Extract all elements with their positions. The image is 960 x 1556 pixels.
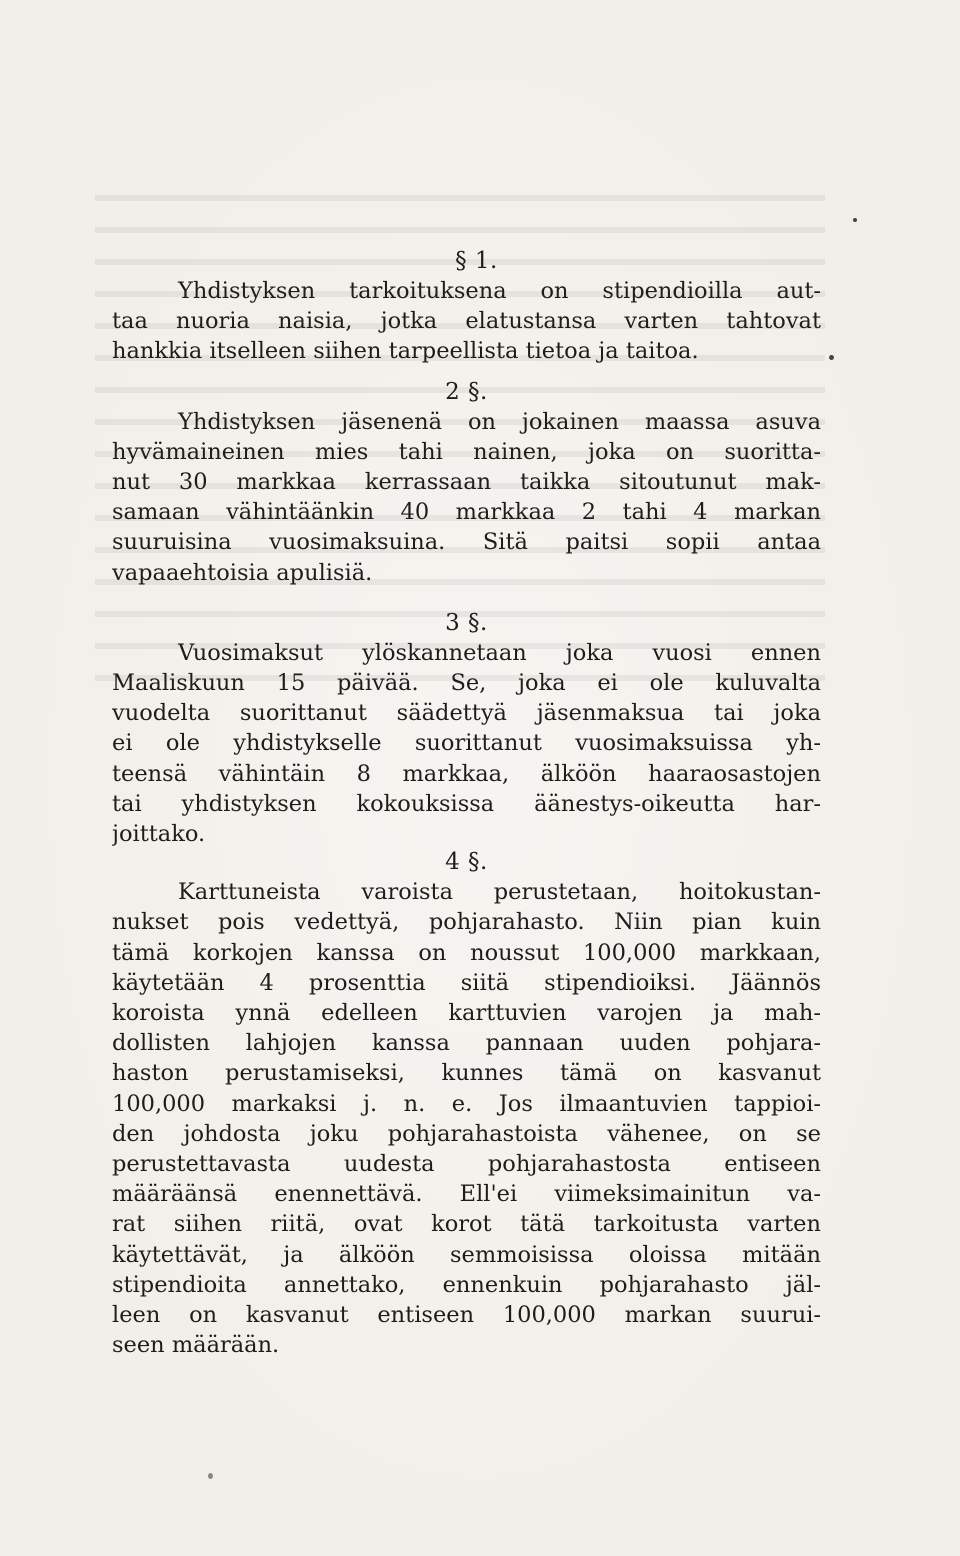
text-line: leen on kasvanut entiseen 100,000 markan suurui- (112, 1302, 821, 1329)
section-1 (112, 246, 821, 367)
text-line: Karttuneista varoista perustetaan, hoitokustan- (178, 879, 821, 906)
spacer (112, 588, 821, 608)
text-line: ei ole yhdistykselle suorittanut vuosimaksuissa yh- (112, 730, 821, 757)
text-line: käytetään 4 prosenttia siitä stipendioiksi. Jäännös (112, 969, 821, 996)
section-heading: 2 §. (445, 378, 488, 405)
text-line: koroista ynnä edelleen karttuvien varojen ja mah- (112, 1000, 821, 1027)
text-line: teensä vähintäin 8 markkaa, älköön haaraosastojen (112, 760, 821, 787)
text-line: rat siihen riitä, ovat korot tätä tarkoitusta varten (112, 1211, 821, 1238)
text-line: perustettavasta uudesta pohjarahastosta entiseen (112, 1151, 821, 1178)
section-4 (112, 847, 821, 1360)
section-heading: 3 §. (445, 609, 488, 636)
section-paragraph (112, 407, 821, 588)
section-2 (112, 377, 821, 588)
text-line: tämä korkojen kanssa on noussut 100,000 markkaan, (112, 939, 821, 966)
text-line: seen määrään. (112, 1332, 280, 1359)
text-line: haston perustamiseksi, kunnes tämä on kasvanut (112, 1060, 821, 1087)
text-line: dollisten lahjojen kanssa pannaan uuden pohjara- (112, 1030, 821, 1057)
section-3 (112, 608, 821, 849)
text-line: hyvämaineinen mies tahi nainen, joka on suoritta- (112, 438, 821, 465)
text-block (112, 246, 821, 1361)
text-line: taa nuoria naisia, jotka elatustansa varten tahtovat (112, 308, 821, 335)
text-line: suuruisina vuosimaksuina. Sitä paitsi sopii antaa (112, 529, 821, 556)
text-line: joittako. (112, 821, 206, 848)
text-line: Yhdistyksen jäsenenä on jokainen maassa asuva (178, 408, 821, 435)
text-line: samaan vähintäänkin 40 markkaa 2 tahi 4 markan (112, 499, 821, 526)
section-heading: § 1. (455, 248, 498, 274)
section-paragraph (112, 276, 821, 367)
ink-speck (853, 218, 857, 222)
text-line: tai yhdistyksen kokouksissa äänestys-oikeutta har- (112, 790, 821, 817)
section-paragraph (112, 638, 821, 849)
ink-speck (208, 1473, 213, 1479)
ink-speck (829, 355, 834, 360)
text-line: käytettävät, ja älköön semmoisissa oloissa mitään (112, 1241, 821, 1268)
text-line: stipendioita annettako, ennenkuin pohjarahasto jäl- (112, 1271, 821, 1298)
text-line: nut 30 markkaa kerrassaan taikka sitoutunut mak- (112, 469, 821, 496)
text-line: määräänsä enennettävä. Ell'ei viimeksimainitun va- (112, 1181, 821, 1208)
text-line: Maaliskuun 15 päivää. Se, joka ei ole kuluvalta (112, 670, 821, 697)
text-line: vapaaehtoisia apulisiä. (112, 559, 373, 586)
text-line: den johdosta joku pohjarahastoista vähenee, on se (112, 1120, 821, 1147)
section-heading: 4 §. (445, 849, 488, 876)
text-line: 100,000 markaksi j. n. e. Jos ilmaantuvien tappioi- (112, 1090, 821, 1117)
text-line: vuodelta suorittanut säädettyä jäsenmaksua tai joka (112, 700, 821, 727)
text-line: Yhdistyksen tarkoituksena on stipendioilla aut- (178, 278, 821, 304)
section-paragraph (112, 877, 821, 1360)
text-line: nukset pois vedettyä, pohjarahasto. Niin pian kuin (112, 909, 821, 936)
spacer (112, 367, 821, 377)
text-line: hankkia itselleen siihen tarpeellista tietoa ja taitoa. (112, 338, 699, 365)
text-line: Vuosimaksut ylöskannetaan joka vuosi ennen (178, 639, 821, 666)
